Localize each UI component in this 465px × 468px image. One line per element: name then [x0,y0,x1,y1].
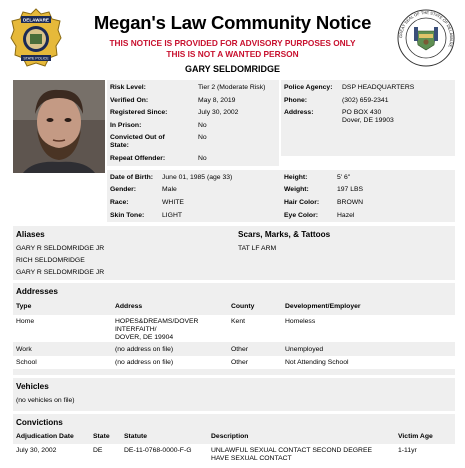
alias-item: GARY R SELDOMRIDGE JR [16,269,105,276]
conviction-victim-age: 1-11yr [398,447,417,454]
in-prison-label: In Prison: [110,122,142,129]
alias-item: GARY R SELDOMRIDGE JR [16,245,105,252]
risk-level-label: Risk Level: [110,84,146,91]
agency-address-label: Address: [284,109,314,116]
address-county: Other [231,346,248,353]
skin-tone-value: LIGHT [162,212,183,219]
addresses-col-type: Type [16,303,32,310]
skin-tone-label: Skin Tone: [110,212,145,219]
state-police-badge-icon [10,8,62,70]
hair-color-value: BROWN [337,199,364,206]
convictions-col-statute: Statute [124,433,148,440]
page-title: Megan's Law Community Notice [93,12,372,33]
physical-description-panel [107,170,455,222]
address-line: HOPES&DREAMS/DOVER [115,318,199,325]
page-header [0,0,465,75]
phone-value: (302) 659-2341 [342,97,389,104]
conviction-description-line: HAVE SEXUAL CONTACT [211,455,292,462]
risk-level-value: Tier 2 (Moderate Risk) [198,84,266,91]
convictions-col-state: State [93,433,110,440]
address-value [115,318,198,342]
addresses-heading: Addresses [16,287,58,296]
mark-item: TAT LF ARM [238,245,277,252]
address-type: School [16,359,37,366]
address-value: (no address on file) [115,359,174,366]
eye-color-value: Hazel [337,212,355,219]
svg-text:STATE POLICE: STATE POLICE [23,56,49,61]
convictions-heading: Convictions [16,418,63,427]
police-agency-value: DSP HEADQUARTERS [342,84,415,91]
conviction-description [211,447,372,463]
addresses-col-employer: Development/Employer [285,303,361,310]
address-county: Other [231,359,248,366]
convicted-out-of-state-label [110,134,165,150]
convictions-col-victim-age: Victim Age [398,433,433,440]
address-county: Kent [231,318,245,325]
in-prison-value: No [198,122,207,129]
offender-name: GARY SELDOMRIDGE [184,64,280,74]
gender-value: Male [162,186,177,193]
vehicles-value: (no vehicles on file) [16,397,75,404]
address-type: Home [16,318,35,325]
registered-since-value: July 30, 2002 [198,109,239,116]
repeat-offender-value: No [198,155,207,162]
advisory-notice [70,38,395,60]
advisory-notice-line: THIS NOTICE IS PROVIDED FOR ADVISORY PURPOSES ONLY [109,38,356,48]
conviction-state: DE [93,447,103,454]
convictions-col-description: Description [211,433,249,440]
conviction-description-line: UNLAWFUL SEXUAL CONTACT SECOND DEGREE [211,447,373,454]
hair-color-label: Hair Color: [284,199,320,206]
convicted-out-of-state-label-line: State: [110,142,129,149]
address-employer: Not Attending School [285,359,349,366]
address-value: (no address on file) [115,346,174,353]
repeat-offender-label: Repeat Offender: [110,155,166,162]
address-line: DOVER, DE 19904 [115,334,174,341]
conviction-date: July 30, 2002 [16,447,57,454]
svg-text:GREAT SEAL OF THE STATE OF DEL: GREAT SEAL OF THE STATE OF DELAWARE [397,9,455,49]
verified-on-value: May 8, 2019 [198,97,236,104]
alias-item: RICH SELDOMRIDGE [16,257,85,264]
convictions-col-date: Adjudication Date [16,433,74,440]
gender-label: Gender: [110,186,137,193]
race-label: Race: [110,199,129,206]
phone-label: Phone: [284,97,308,104]
addresses-col-county: County [231,303,255,310]
race-value: WHITE [162,199,184,206]
dob-value: June 01, 1985 (age 33) [162,174,233,181]
eye-color-label: Eye Color: [284,212,318,219]
conviction-statute: DE-11-0768-0000-F-G [124,447,192,454]
svg-text:DELAWARE: DELAWARE [22,17,50,23]
address-employer: Unemployed [285,346,324,353]
weight-label: Weight: [284,186,309,193]
state-seal-icon [397,9,455,67]
convicted-out-of-state-value: No [198,134,207,141]
addresses-col-address: Address [115,303,143,310]
weight-value: 197 LBS [337,186,364,193]
address-line: INTERFAITH/ [115,326,157,333]
police-agency-label: Police Agency: [284,84,333,91]
verified-on-label: Verified On: [110,97,149,104]
agency-address-line: Dover, DE 19903 [342,117,394,124]
agency-address-value [342,109,394,125]
not-wanted-notice-line: THIS IS NOT A WANTED PERSON [166,49,299,59]
marks-heading: Scars, Marks, & Tattoos [238,230,331,239]
vehicles-heading: Vehicles [16,382,49,391]
dob-label: Date of Birth: [110,174,154,181]
address-type: Work [16,346,32,353]
height-label: Height: [284,174,308,181]
vehicles-section [13,378,455,411]
convicted-out-of-state-label-line: Convicted Out of [110,134,165,141]
address-employer: Homeless [285,318,316,325]
registered-since-label: Registered Since: [110,109,168,116]
aliases-heading: Aliases [16,230,45,239]
offender-photo [13,80,105,173]
agency-address-line: PO BOX 430 [342,109,382,116]
height-value: 5' 6" [337,174,351,181]
